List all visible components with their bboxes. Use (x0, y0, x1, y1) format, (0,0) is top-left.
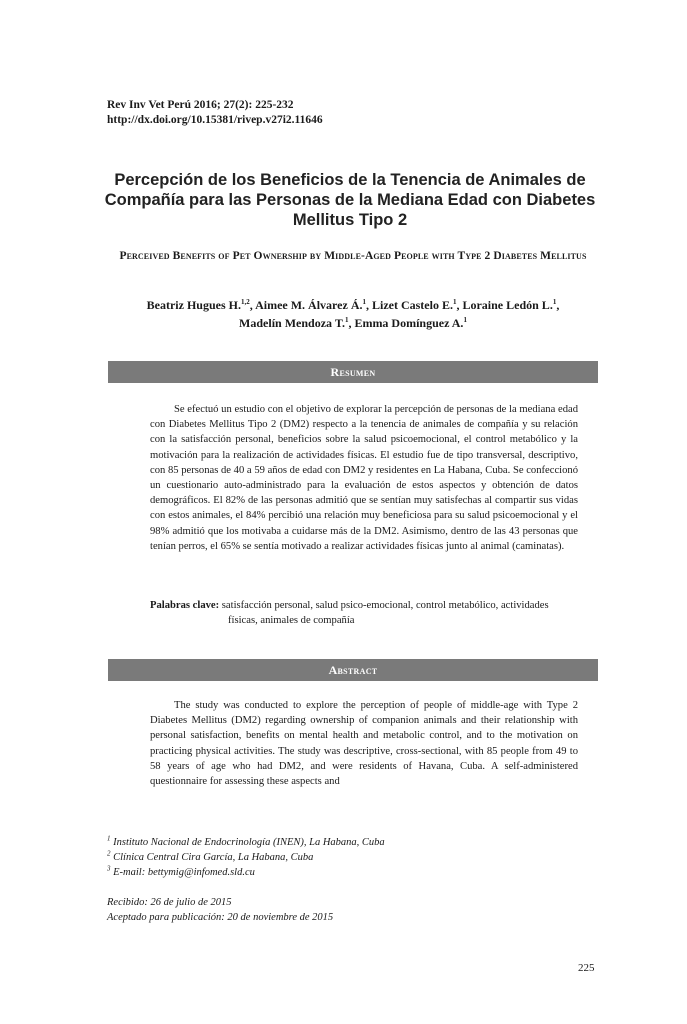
author: Lizet Castelo E.$^1$, (371, 298, 463, 312)
title-english: Perceived Benefits of Pet Ownership by Middle-Aged People with Type 2 Diabetes Mellitus (119, 250, 587, 262)
author: Loraine Ledón L.$^1$, (462, 298, 560, 312)
keywords (150, 598, 578, 628)
author-list (108, 296, 598, 332)
author: Madelín Mendoza T.$^1$, (239, 316, 355, 330)
footnotes (107, 835, 385, 880)
author: Emma Domínguez A.$^1$ (354, 316, 467, 330)
author: Aimee M. Álvarez Á.$^1$, (255, 298, 372, 312)
accepted-date: Aceptado para publicación: 20 de noviembre de 2015 (107, 912, 334, 923)
publication-dates (107, 895, 333, 925)
received-date: Recibido: 26 de julio de 2015 (107, 897, 232, 908)
doi-link[interactable]: http://dx.doi.org/10.15381/rivep.v27i2.11646 (107, 114, 323, 126)
footnote-email[interactable]: $^3$ E-mail: bettymig@infomed.sld.cu (107, 864, 255, 878)
resumen-heading: Resumen (108, 361, 598, 383)
journal-header (107, 98, 323, 128)
abstract-text: The study was conducted to explore the perception of people of middle-age with Type 2 Diabetes Mellitus (DM2) regarding ownership of companion animals and their relationship with personal satisfaction, benefits on mental health and metabolic control, and to the motivation on practicing physical activities. The study was descriptive, cross-sectional, with 85 people from 49 to 58 years of age who had DM2, and were residents of Havana, Cuba. A self-administered questionnaire for assessing these aspects and (150, 700, 578, 788)
abstract-heading: Abstract (108, 659, 598, 681)
title-spanish: Percepción de los Beneficios de la Tenencia de Animales de Compañía para las Personas de la Mediana Edad con Diabetes Mellitus Tipo 2 (104, 171, 596, 229)
keywords-label: Palabras clave: (150, 600, 220, 611)
footnote: $^1$ Instituto Nacional de Endocrinología (INEN), La Habana, Cuba (107, 834, 385, 848)
author: Beatriz Hugues H.$^{1,2}$, (146, 298, 256, 312)
citation: Rev Inv Vet Perú 2016; 27(2): 225-232 (107, 99, 294, 111)
footnote: $^2$ Clínica Central Cira García, La Habana, Cuba (107, 849, 314, 863)
page-number: 225 (578, 962, 595, 974)
keywords-text: satisfacción personal, salud psico-emocional, control metabólico, actividades físicas, animales de compañía (221, 600, 549, 627)
resumen-text: Se efectuó un estudio con el objetivo de explorar la percepción de personas de la mediana edad con Diabetes Mellitus Tipo 2 (DM2) respecto a la tenencia de animales de compañía y su relación con la satisfacción personal, beneficios sobre la salud psicoemocional, el control metabólico y la motivación para la realización de actividades físicas. El estudio fue de tipo transversal, descriptivo, con 85 personas de 40 a 59 años de edad con DM2 y residentes en La Habana, Cuba. Se confeccionó un cuestionario auto-administrado para la evaluación de estos aspectos y obtención de datos demográficos. El 82% de las personas admitió que se sentían muy satisfechas al compartir sus vidas con estos animales, el 84% percibió una relación muy beneficiosa para su salud psicoemocional y el 98% admitió que los motivaba a cuidarse más de la DM2. Asimismo, dentro de las 43 personas que tenían perros, el 65% se sentía motivado a realizar actividades físicas junto al animal (caminatas). (150, 404, 578, 552)
